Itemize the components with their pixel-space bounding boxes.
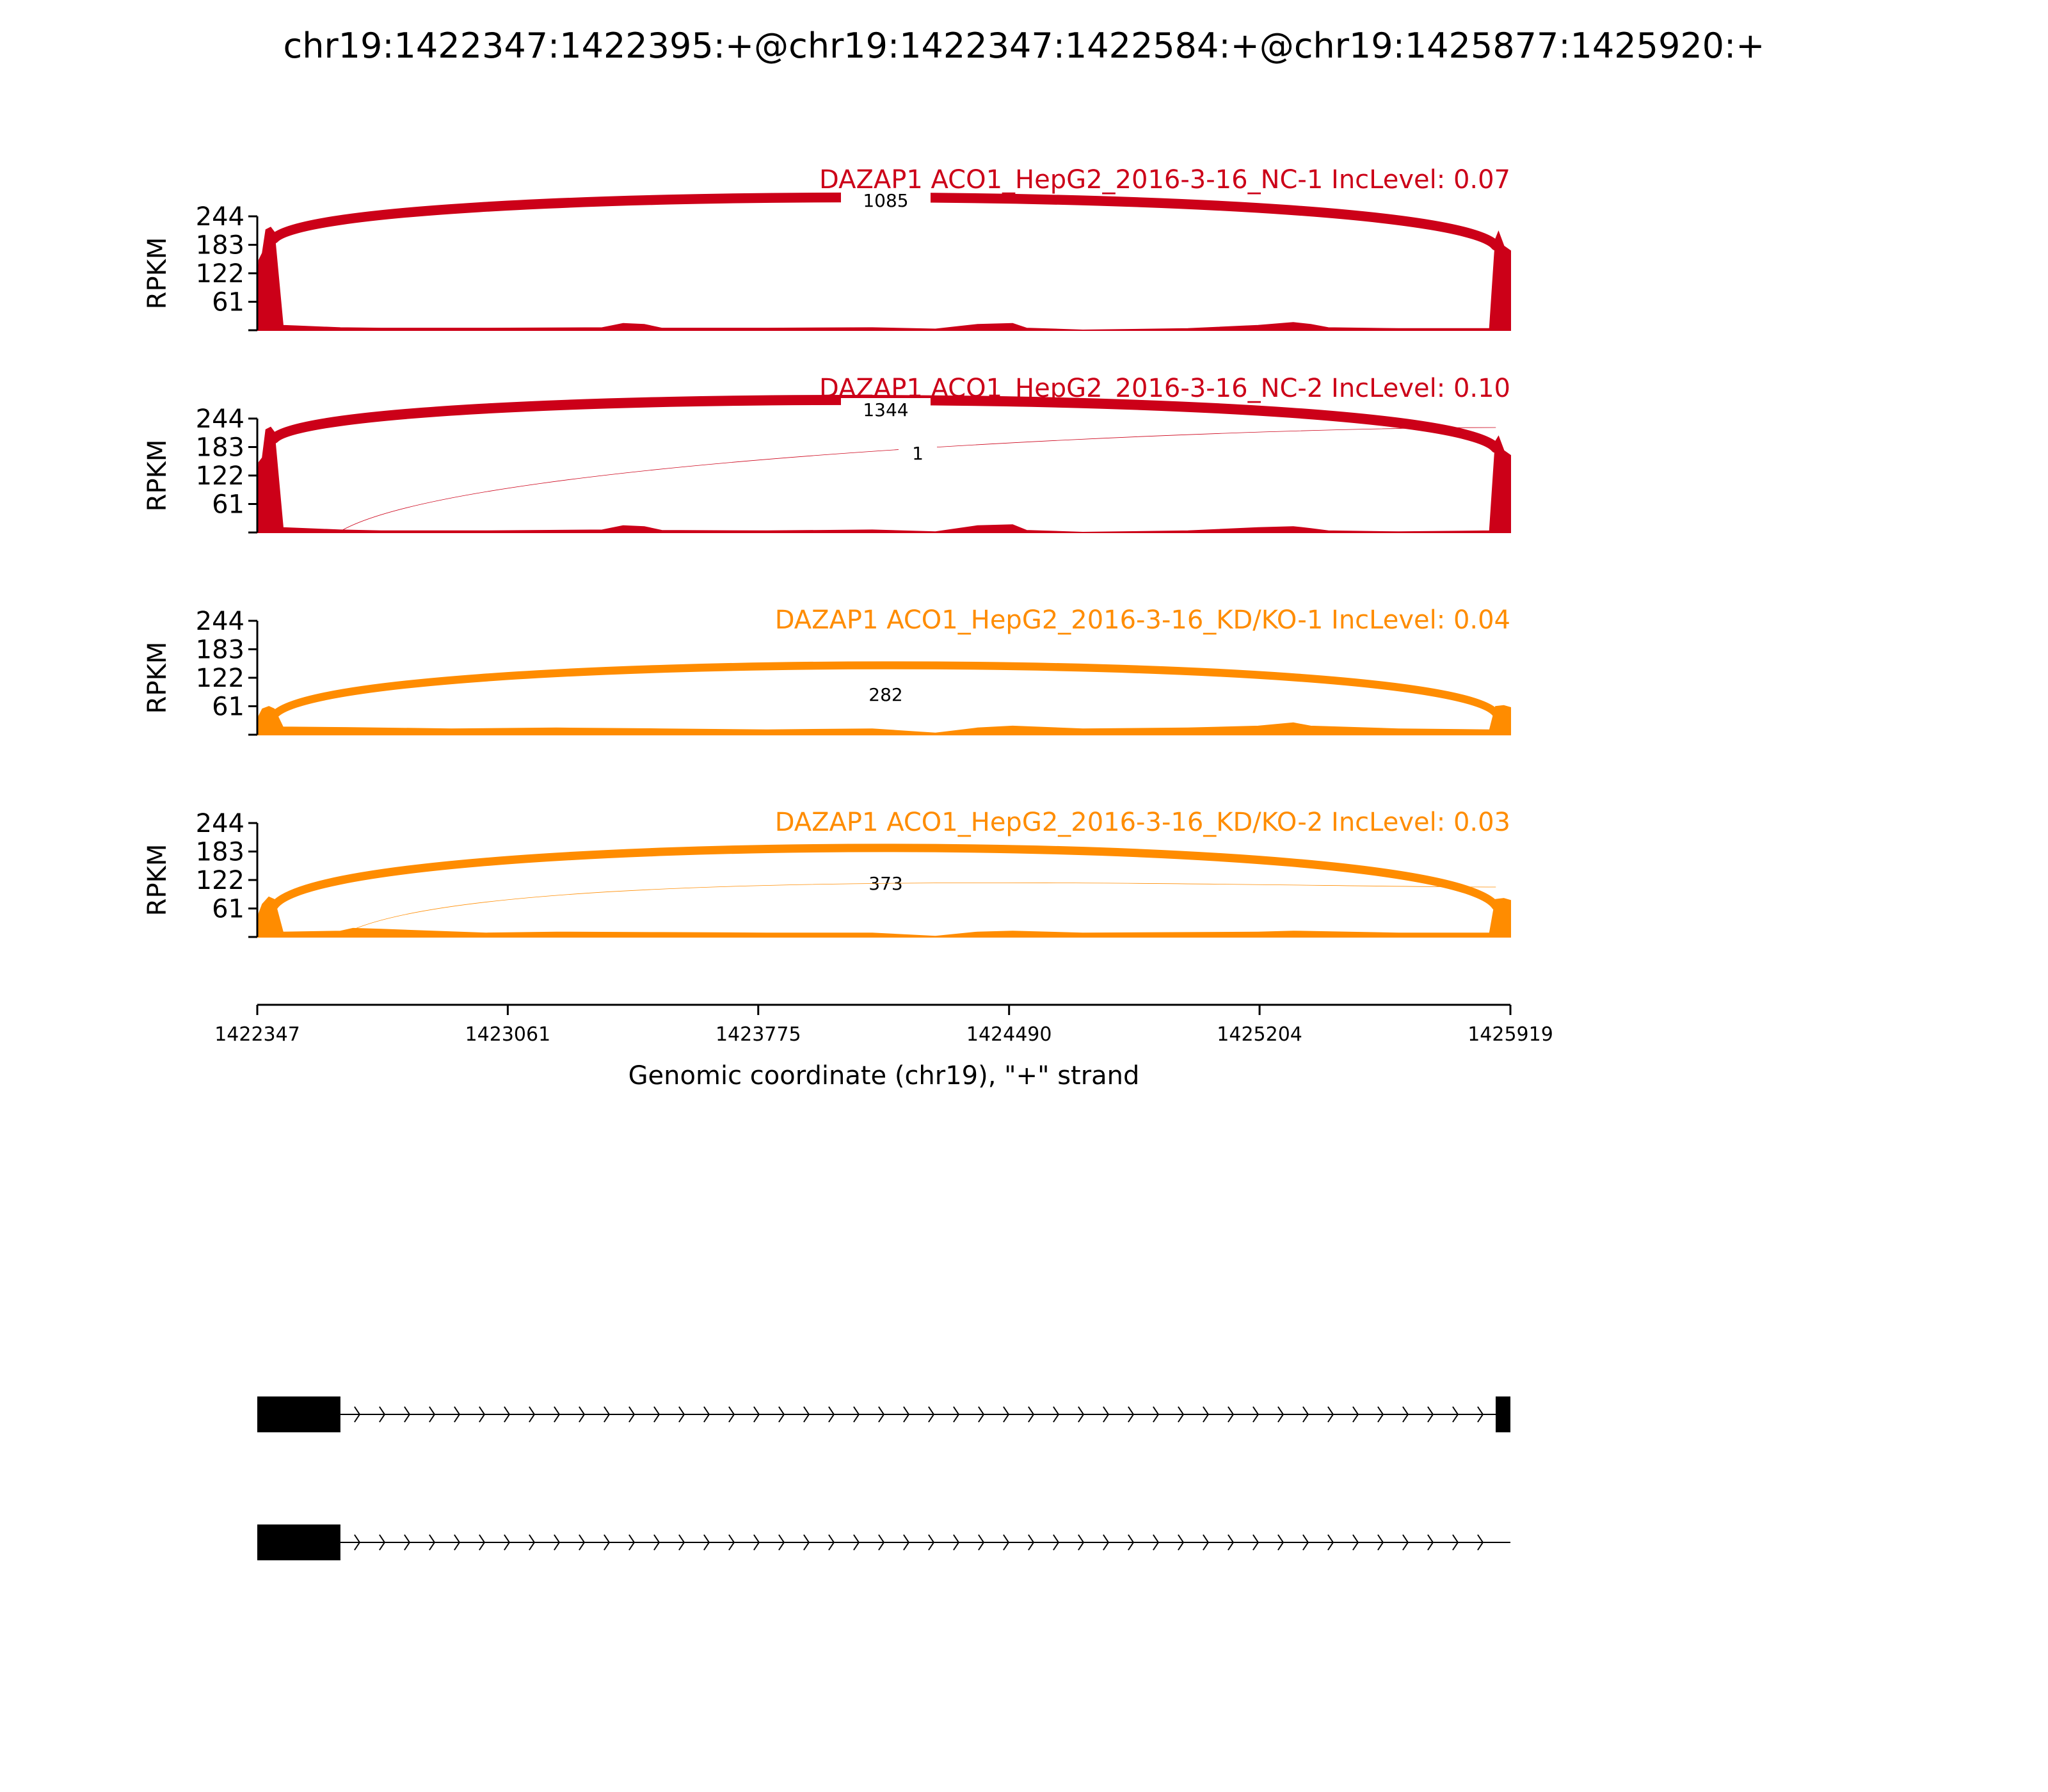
coverage-area xyxy=(257,428,1510,532)
junction-count: 1 xyxy=(912,443,924,464)
y-tick-label: 61 xyxy=(212,287,244,317)
transcript-2 xyxy=(257,1524,1510,1560)
x-tick-label: 1422347 xyxy=(214,1023,300,1046)
y-axis xyxy=(143,809,257,937)
track-3 xyxy=(143,605,1510,735)
coverage-area xyxy=(257,228,1510,331)
sample-label: DAZAP1 ACO1_HepG2_2016-3-16_KD/KO-2 IncLevel: 0.03 xyxy=(774,808,1510,837)
y-tick-label: 122 xyxy=(195,664,244,693)
junction-count: 1344 xyxy=(863,399,909,420)
transcript-1 xyxy=(257,1396,1510,1432)
y-tick-label: 183 xyxy=(195,837,244,867)
y-axis-label: RPKM xyxy=(143,641,172,714)
x-tick-label: 1424490 xyxy=(966,1023,1052,1046)
y-axis-label: RPKM xyxy=(143,439,172,512)
y-tick-label: 244 xyxy=(195,607,244,636)
y-tick-label: 244 xyxy=(195,809,244,838)
sample-label: DAZAP1 ACO1_HepG2_2016-3-16_KD/KO-1 IncLevel: 0.04 xyxy=(774,605,1510,635)
junction-count: 1085 xyxy=(863,190,909,211)
coverage-tracks xyxy=(143,165,1510,937)
exon-block xyxy=(257,1396,340,1432)
track-2 xyxy=(143,374,1510,532)
y-tick-label: 183 xyxy=(195,230,244,260)
sample-label: DAZAP1 ACO1_HepG2_2016-3-16_NC-1 IncLevel: 0.07 xyxy=(819,165,1510,195)
y-tick-label: 183 xyxy=(195,635,244,665)
junction-count: 282 xyxy=(868,684,903,705)
coverage-area xyxy=(257,897,1510,937)
y-tick-label: 244 xyxy=(195,404,244,434)
coverage-area xyxy=(257,706,1510,735)
sample-label: DAZAP1 ACO1_HepG2_2016-3-16_NC-2 IncLevel: 0.10 xyxy=(819,374,1510,403)
x-axis-label: Genomic coordinate (chr19), "+" strand xyxy=(628,1061,1140,1091)
y-axis xyxy=(143,607,257,735)
y-tick-label: 61 xyxy=(212,894,244,924)
x-tick-label: 1423061 xyxy=(465,1023,551,1046)
x-tick-label: 1423775 xyxy=(715,1023,801,1046)
y-axis-label: RPKM xyxy=(143,844,172,916)
y-tick-label: 244 xyxy=(195,202,244,232)
junction-count: 373 xyxy=(868,873,903,894)
y-tick-label: 122 xyxy=(195,866,244,895)
y-axis xyxy=(143,404,257,532)
track-1 xyxy=(143,165,1510,330)
track-4 xyxy=(143,808,1510,937)
y-tick-label: 122 xyxy=(195,461,244,491)
y-axis-label: RPKM xyxy=(143,237,172,310)
y-tick-label: 122 xyxy=(195,259,244,289)
y-tick-label: 183 xyxy=(195,433,244,463)
x-tick-label: 1425919 xyxy=(1468,1023,1553,1046)
x-tick-label: 1425204 xyxy=(1217,1023,1302,1046)
figure-title: chr19:1422347:1422395:+@chr19:1422347:1422584:+@chr19:1425877:1425920:+ xyxy=(283,26,1765,66)
y-axis xyxy=(143,202,257,330)
exon-block xyxy=(257,1524,340,1560)
y-tick-label: 61 xyxy=(212,490,244,520)
y-tick-label: 61 xyxy=(212,692,244,722)
exon-block xyxy=(1496,1396,1510,1432)
transcript-models xyxy=(257,1396,1510,1560)
genomic-axis xyxy=(214,1005,1553,1091)
